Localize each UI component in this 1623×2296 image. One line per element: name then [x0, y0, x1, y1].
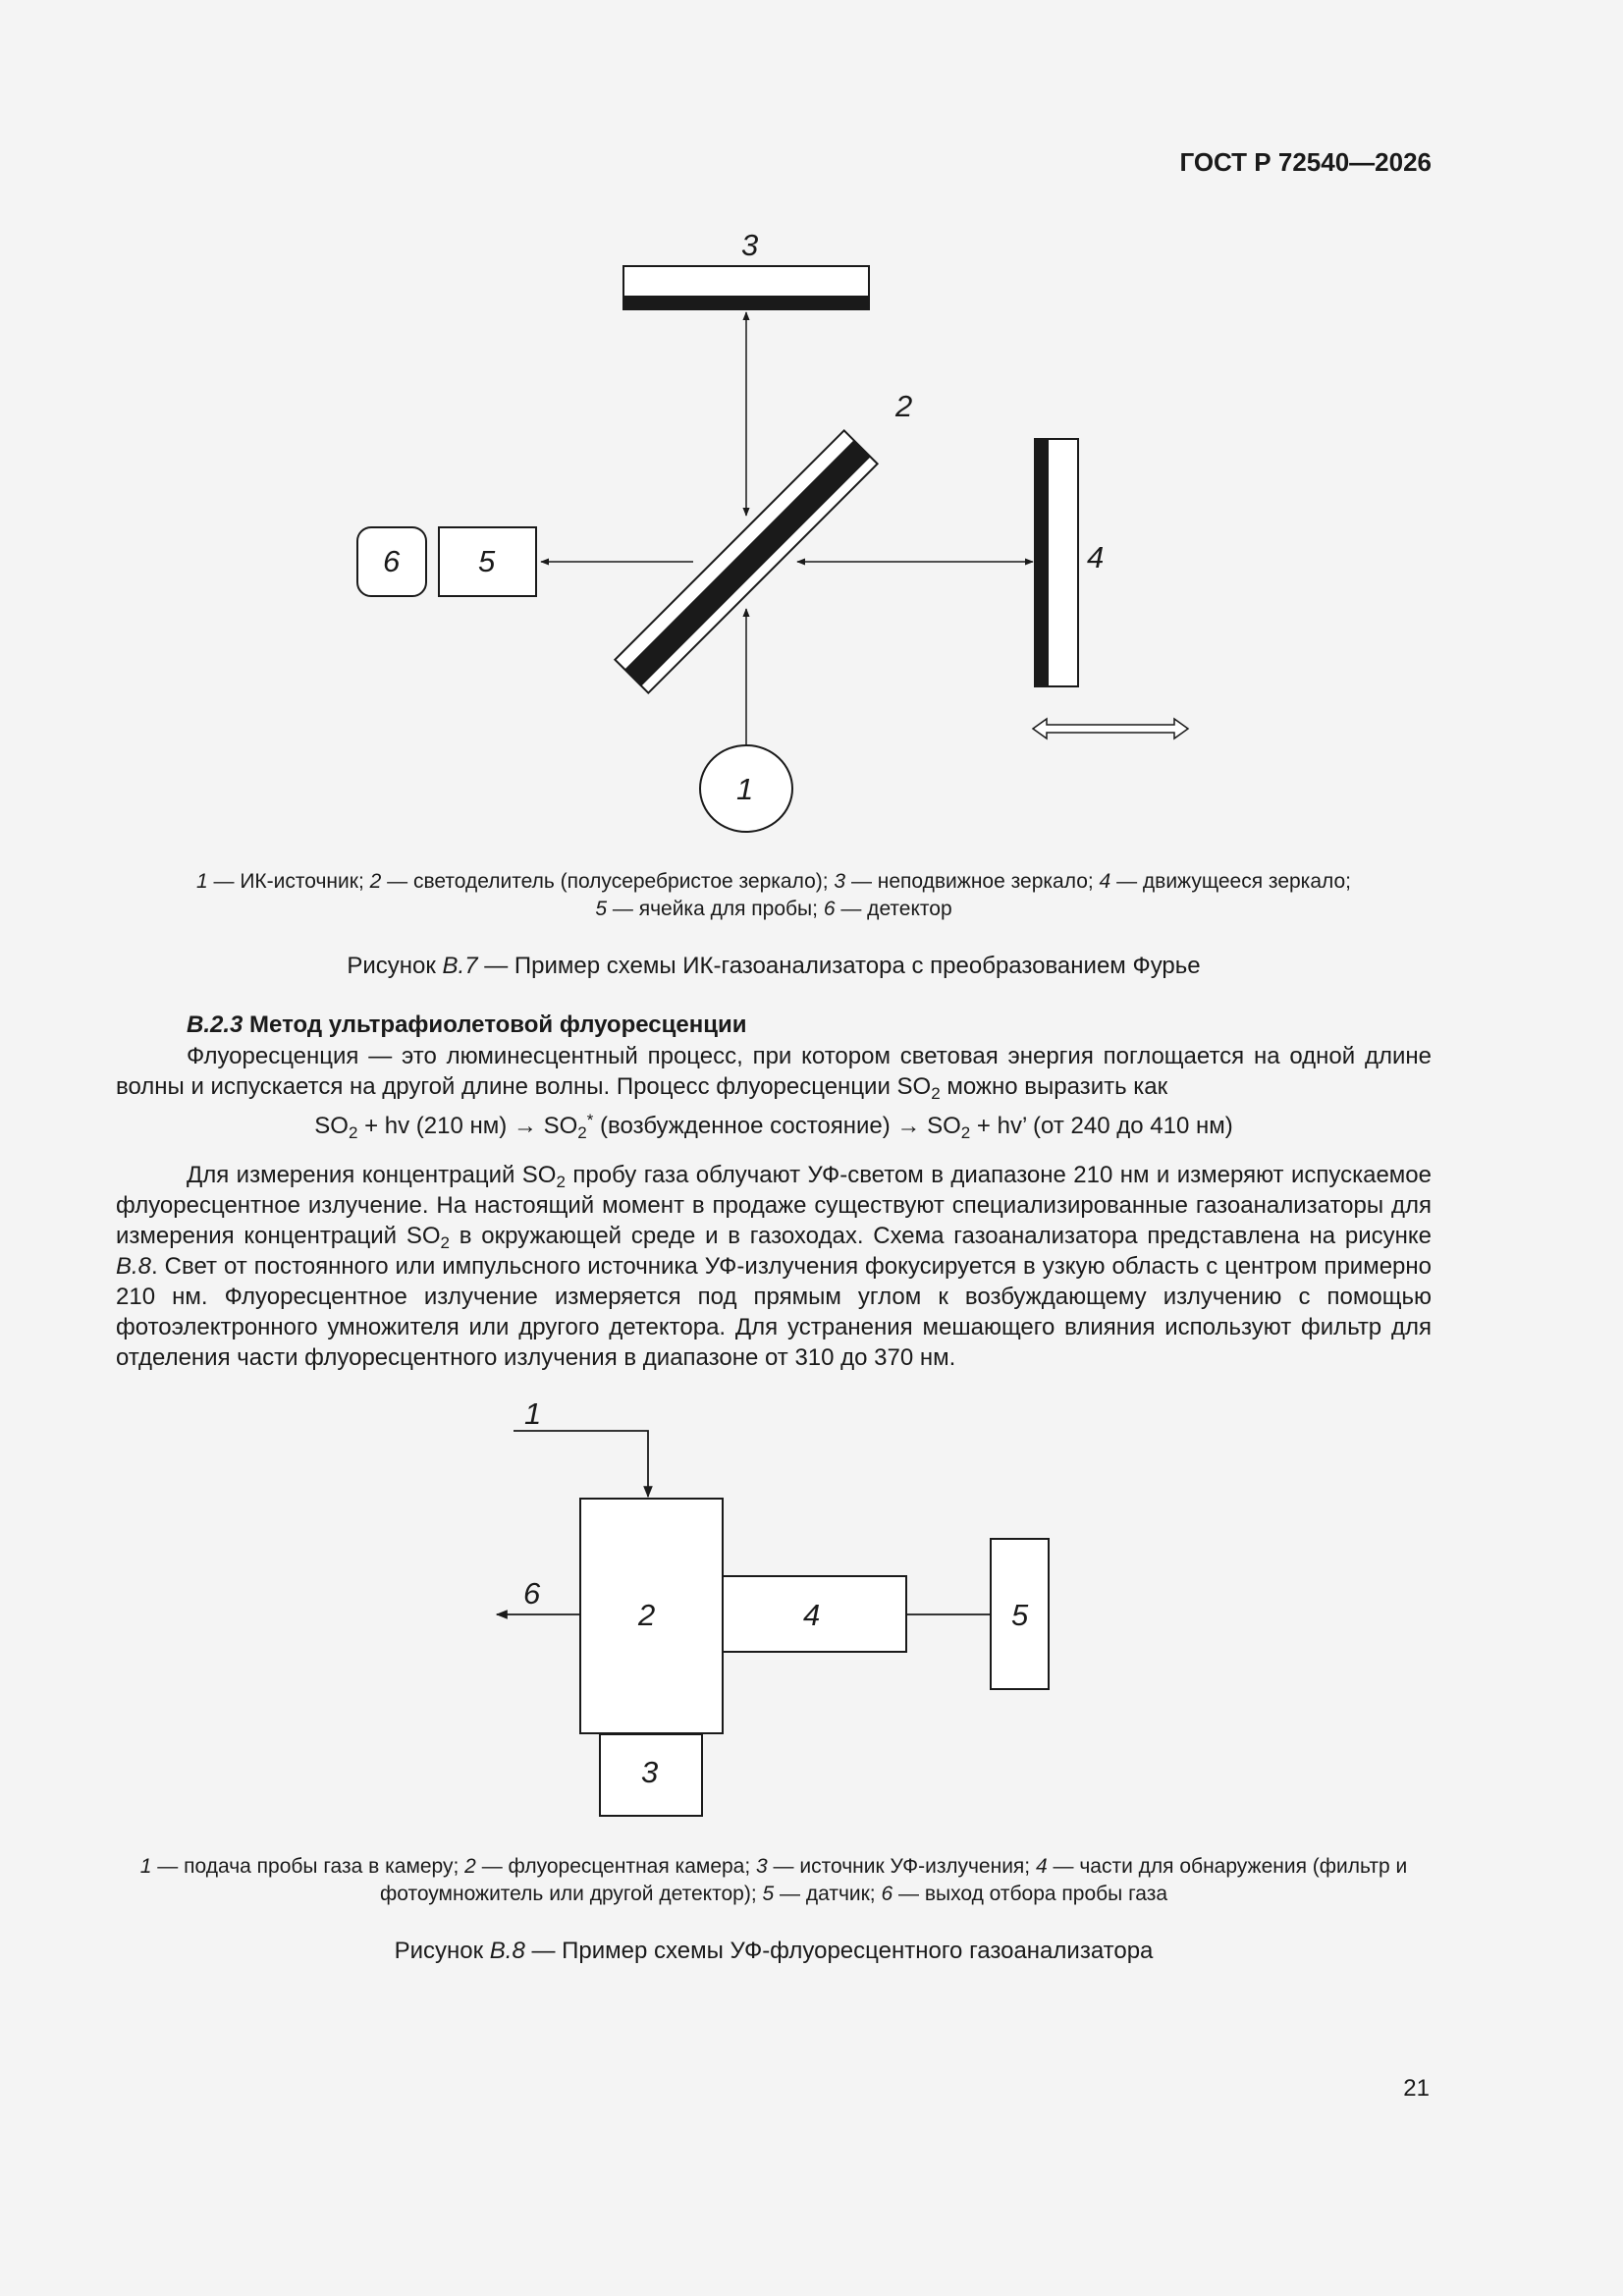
figure-b8-legend: 1 — подача пробы газа в камеру; 2 — флуоресцентная камера; 3 — источник УФ-излучения; 4 — части для обнаружения (фильтр и фотоумножитель или другой детектор); 5 — датчик; 6 — выход отбора пробы газа	[139, 1855, 1408, 1905]
figure-b7-caption: Рисунок В.7 — Пример схемы ИК-газоанализатора с преобразованием Фурье	[347, 953, 1201, 979]
label-detector: 6	[383, 544, 401, 578]
fixed-mirror	[623, 266, 869, 309]
label-sensor: 5	[1011, 1598, 1029, 1632]
section-heading: В.2.3 Метод ультрафиолетовой флуоресценции	[187, 1011, 747, 1038]
paragraph-2: Для измерения концентраций $SO_2$ пробу газа облучают УФ-светом в диапазоне 210 нм и измеряют испускаемое флуоресцентное излучение. На настоящий момент в продаже существуют специализированные газоанализаторы для измерения концентраций $SO_2$ в окружающей среде и в газоходах. Схема газоанализатора представлена на рисунке В.8. Свет от постоянного или импульсного источника УФ-излучения фокусируется в узкую область с центром примерно 210 нм. Флуоресцентное излучение измеряется под прямым углом к возбуждающему излучению с помощью фотоэлектронного умножителя или другого детектора. Для устранения мешающего влияния используют фильтр для отделения части флуоресцентного излучения в диапазоне от 310 до 370 нм.	[116, 1162, 1433, 1371]
label-detection: 4	[803, 1598, 821, 1632]
figure-b8-caption: Рисунок В.8 — Пример схемы УФ-флуоресцентного газоанализатора	[394, 1938, 1154, 1964]
label-inlet: 1	[524, 1396, 542, 1431]
page-number: 21	[1403, 2075, 1430, 2102]
label-beam-splitter: 2	[895, 389, 913, 423]
label-moving-mirror: 4	[1087, 540, 1105, 574]
label-fixed-mirror: 3	[741, 228, 759, 262]
inlet-line	[514, 1431, 648, 1497]
label-sample-cell: 5	[478, 544, 496, 578]
label-ir-source: 1	[736, 772, 754, 806]
document-code: ГОСТ Р 72540—2026	[1179, 147, 1432, 177]
label-outlet: 6	[523, 1576, 541, 1611]
paragraph-1: Флуоресценция — это люминесцентный процесс, при котором световая энергия поглощается на одной длине волны и испускается на другой длине волны. Процесс флуоресценции $SO_2$ можно выразить как	[116, 1043, 1432, 1103]
movement-arrow	[1033, 719, 1188, 738]
figure-b7-legend: 1 — ИК-источник; 2 — светоделитель (полусеребристое зеркало); 3 — неподвижное зеркало; 4 — движущееся зеркало; 5 — ячейка для пробы; 6 — детектор	[195, 870, 1352, 920]
figure-b7-diagram	[0, 0, 1623, 864]
figure-b8-diagram	[0, 1375, 1623, 1827]
label-chamber: 2	[638, 1598, 656, 1632]
fluorescence-formula: $SO_2$ + hv (210 $нм) \to SO_2^*$ (возбужденное состояние) → $SO_2$ + hv’ (от 240 до 410 нм)	[314, 1111, 1233, 1142]
label-uv-source: 3	[641, 1755, 659, 1789]
moving-mirror	[1035, 439, 1078, 686]
